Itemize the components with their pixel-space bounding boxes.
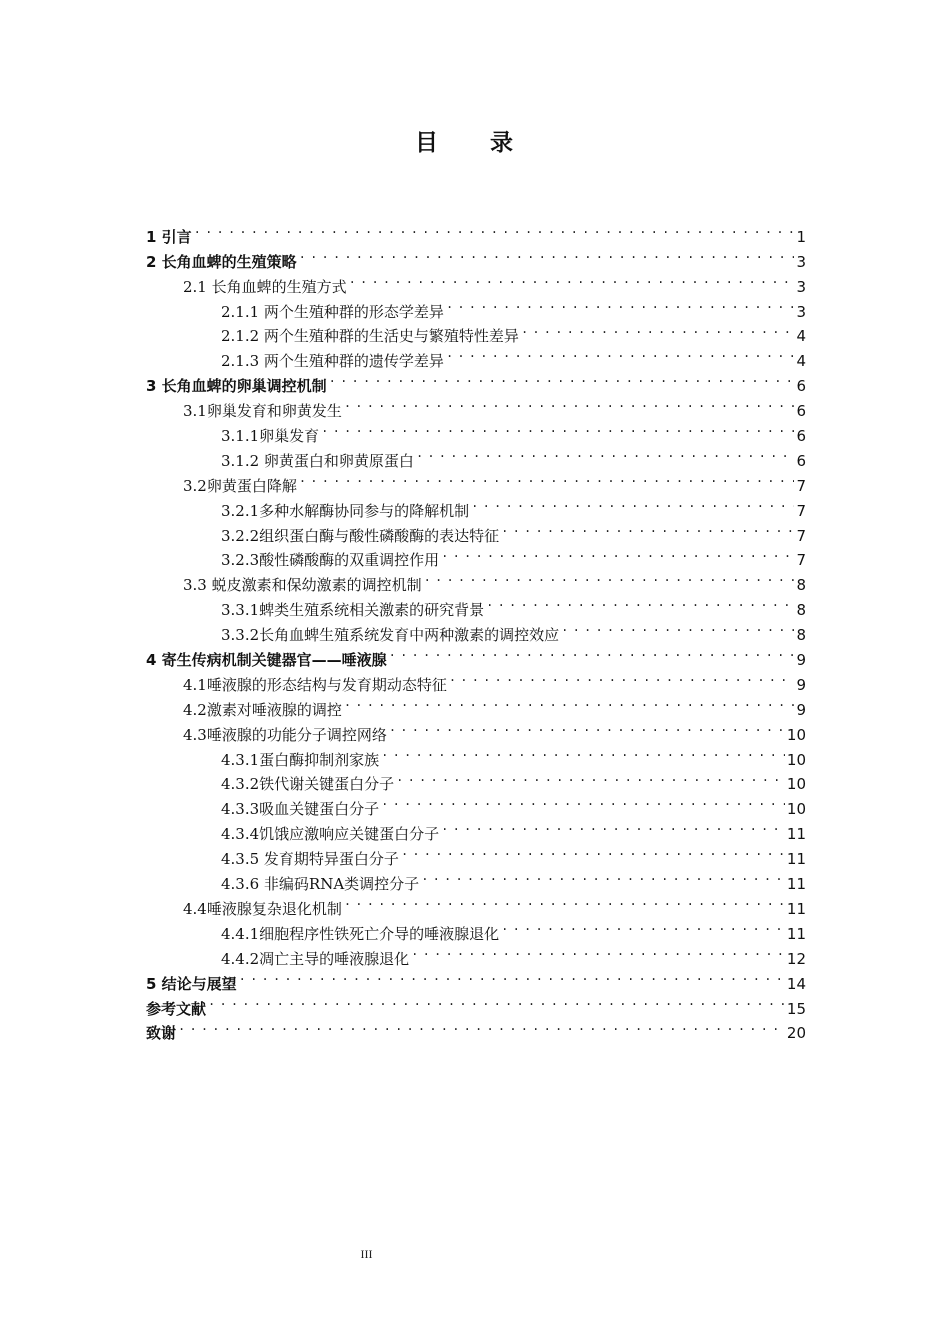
toc-entry[interactable] [146,391,806,421]
toc-entry-label: 2.1.1 两个生殖种群的形态学差异 [221,302,444,321]
toc-leader-dots [194,217,795,242]
toc-entry-page-number: 20 [786,1024,806,1043]
toc-entry-label: 3.2.3酸性磷酸酶的双重调控作用 [221,551,440,570]
toc-entry[interactable] [146,939,806,968]
toc-entry-page-number: 8 [796,626,806,645]
toc-entry[interactable] [146,292,806,321]
toc-leader-dots [471,491,794,516]
toc-entry-page-number: 7 [796,476,806,495]
toc-leader-dots [389,640,795,665]
toc-entry-label: 2.1.2 两个生殖种群的生活史与繁殖特性差异 [221,327,519,346]
toc-leader-dots [501,914,785,939]
toc-entry-page-number: 9 [796,651,806,670]
toc-entry-label: 3.3.2长角血蜱生殖系统发育中两种激素的调控效应 [221,626,560,645]
toc-entry[interactable] [146,341,806,371]
toc-entry[interactable] [146,416,806,446]
toc-leader-dots [208,989,785,1014]
page-number-footer: III [360,1247,373,1261]
toc-entry-label: 4.3.4饥饿应激响应关键蛋白分子 [221,825,440,844]
toc-leader-dots [441,541,794,566]
toc-entry-label: 4.3.2铁代谢关键蛋白分子 [221,775,395,794]
toc-entry[interactable] [146,267,806,296]
toc-entry-page-number: 12 [786,949,806,968]
toc-entry[interactable] [146,864,806,894]
toc-leader-dots [381,789,785,814]
toc-entry[interactable] [146,789,806,819]
toc-entry-page-number: 6 [796,451,806,470]
toc-entry-page-number: 11 [786,924,806,943]
toc-entry-label: 4.1唾液腺的形态结构与发育期动态特征 [183,675,447,694]
toc-leader-dots [389,715,785,740]
toc-entry-page-number: 3 [796,252,806,271]
toc-entry[interactable] [146,690,806,719]
toc-leader-dots [416,441,795,466]
toc-entry[interactable] [146,242,806,271]
toc-entry[interactable] [146,516,806,545]
toc-entry-label: 3.3 蜕皮激素和保幼激素的调控机制 [183,576,422,595]
toc-entry-label: 4.4唾液腺复杂退化机制 [183,899,342,918]
toc-leader-dots [446,292,795,317]
toc-leader-dots [329,366,795,391]
toc-entry-label: 2.1.3 两个生殖种群的遗传学差异 [221,352,444,371]
toc-entry-page-number: 3 [796,302,806,321]
toc-entry-page-number: 10 [786,800,806,819]
toc-entry-page-number: 8 [796,601,806,620]
toc-entry-label: 3 长角血蜱的卵巢调控机制 [146,377,327,396]
toc-entry[interactable] [146,565,806,595]
toc-entry-page-number: 11 [786,825,806,844]
toc-entry-label: 4.4.2凋亡主导的唾液腺退化 [221,949,410,968]
toc-entry-label: 4.4.1细胞程序性铁死亡介导的唾液腺退化 [221,924,500,943]
toc-entry-label: 4.3唾液腺的功能分子调控网络 [183,725,387,744]
toc-entry-page-number: 9 [796,700,806,719]
toc-entry-label: 4.3.5 发育期特异蛋白分子 [221,850,399,869]
toc-entry-label: 2 长角血蜱的生殖策略 [146,252,297,271]
toc-entry[interactable] [146,366,806,396]
toc-entry-page-number: 8 [796,576,806,595]
toc-entry[interactable] [146,964,806,993]
toc-leader-dots [344,889,785,914]
toc-entry-page-number: 10 [786,725,806,744]
toc-leader-dots [396,765,785,790]
toc-entry-page-number: 4 [796,352,806,371]
toc-leader-dots [486,590,794,615]
toc-entry[interactable] [146,466,806,495]
toc-entry[interactable] [146,491,806,520]
toc-entry-label: 4.3.6 非编码RNA类调控分子 [221,875,420,894]
toc-entry-label: 3.1.1卵巢发育 [221,427,320,446]
toc-entry-label: 3.3.1蜱类生殖系统相关激素的研究背景 [221,601,485,620]
toc-leader-dots [446,341,795,366]
toc-leader-dots [521,317,795,342]
toc-entry[interactable] [146,740,806,769]
toc-entry[interactable] [146,441,806,470]
toc-entry-page-number: 11 [786,875,806,894]
toc-entry-page-number: 7 [796,526,806,545]
toc-entry-page-number: 4 [796,327,806,346]
toc-entry[interactable] [146,640,806,670]
toc-entry-label: 致谢 [146,1024,177,1043]
toc-entry-label: 3.2.2组织蛋白酶与酸性磷酸酶的表达特征 [221,526,500,545]
toc-entry-label: 3.2.1多种水解酶协同参与的降解机制 [221,501,470,520]
toc-entry-page-number: 6 [796,377,806,396]
toc-entry-page-number: 14 [786,974,806,993]
toc-entry[interactable] [146,1014,806,1043]
toc-leader-dots [178,1014,785,1039]
toc-leader-dots [411,939,785,964]
toc-entry[interactable] [146,765,806,794]
toc-entry[interactable] [146,715,806,744]
toc-entry-label: 3.1.2 卵黄蛋白和卵黄原蛋白 [221,451,414,470]
toc-entry-page-number: 1 [796,227,806,246]
toc-entry[interactable] [146,541,806,570]
toc-entry-page-number: 10 [786,750,806,769]
toc-entry-label: 4.3.1蛋白酶抑制剂家族 [221,750,380,769]
toc-entry-page-number: 11 [786,850,806,869]
table-of-contents [146,217,806,1043]
toc-entry-label: 2.1 长角血蜱的生殖方式 [183,277,347,296]
toc-entry-page-number: 7 [796,501,806,520]
toc-entry-page-number: 9 [796,675,806,694]
toc-entry[interactable] [146,914,806,943]
toc-entry[interactable] [146,590,806,620]
toc-entry[interactable] [146,889,806,918]
toc-entry-page-number: 6 [796,427,806,446]
toc-entry-label: 1 引言 [146,227,192,246]
toc-entry-page-number: 11 [786,899,806,918]
toc-entry-label: 3.1卵巢发育和卵黄发生 [183,402,342,421]
toc-leader-dots [421,864,785,889]
toc-entry-page-number: 6 [796,402,806,421]
toc-leader-dots [381,740,785,765]
toc-entry[interactable] [146,665,806,694]
toc-title: 目 录 [414,130,535,156]
toc-entry-label: 4 寄生传病机制关键器官——唾液腺 [146,651,387,670]
toc-leader-dots [501,516,794,541]
toc-leader-dots [321,416,794,441]
toc-entry[interactable] [146,989,806,1018]
toc-entry-page-number: 15 [786,999,806,1018]
toc-leader-dots [349,267,795,292]
toc-leader-dots [401,839,785,864]
toc-entry[interactable] [146,814,806,844]
toc-entry-label: 4.3.3吸血关键蛋白分子 [221,800,380,819]
toc-entry-page-number: 7 [796,551,806,570]
toc-entry[interactable] [146,615,806,645]
toc-entry-label: 5 结论与展望 [146,974,237,993]
toc-leader-dots [561,615,794,640]
toc-entry-label: 参考文献 [146,999,207,1018]
toc-entry[interactable] [146,317,806,346]
toc-leader-dots [449,665,795,690]
toc-leader-dots [299,242,795,267]
toc-leader-dots [424,565,795,590]
toc-leader-dots [441,814,785,839]
toc-entry-page-number: 10 [786,775,806,794]
toc-leader-dots [344,391,795,416]
toc-leader-dots [239,964,785,989]
toc-entry-label: 3.2卵黄蛋白降解 [183,476,297,495]
toc-leader-dots [299,466,795,491]
toc-entry-page-number: 3 [796,277,806,296]
toc-entry[interactable] [146,217,806,246]
toc-entry-label: 4.2激素对唾液腺的调控 [183,700,342,719]
toc-entry[interactable] [146,839,806,869]
toc-leader-dots [344,690,795,715]
